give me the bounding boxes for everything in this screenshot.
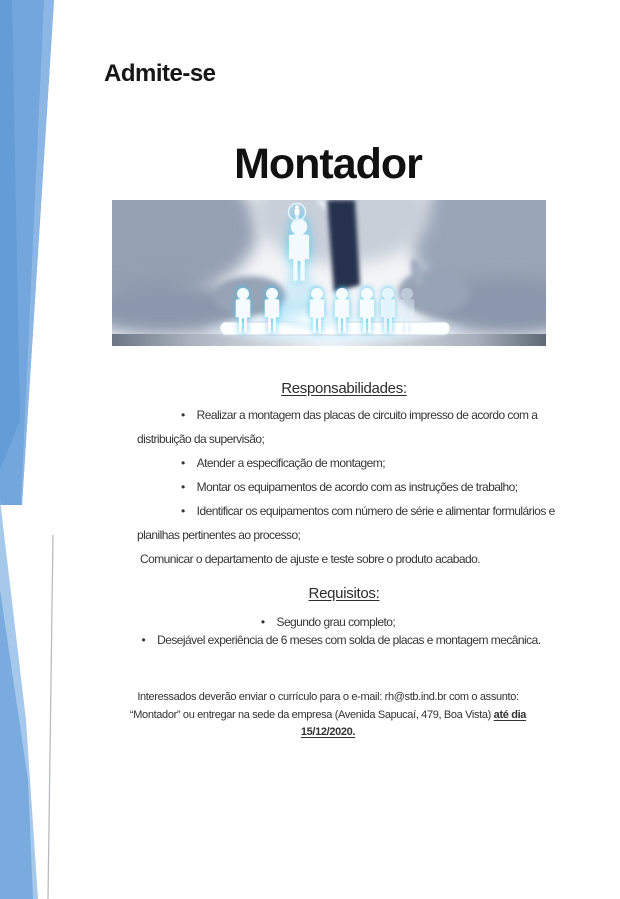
left-stripes-decoration — [0, 0, 160, 899]
bullet-icon: • — [141, 633, 146, 647]
list-item-text: Atender a especificação de montagem; — [196, 456, 385, 470]
list-item-text: Segundo grau completo; — [276, 615, 396, 629]
bullet-icon: • — [181, 456, 185, 470]
bullet-icon: • — [181, 504, 185, 518]
responsibilities-list — [137, 403, 589, 571]
footer-line1: Interessados deverão enviar o currículo para o e-mail: rh@stb.ind.br com o assunto: — [137, 691, 519, 703]
divider-line — [48, 535, 53, 899]
footer-text — [78, 689, 578, 742]
responsibilities-heading: Responsabilidades: — [281, 380, 407, 397]
responsibilities-note: Comunicar o departamento de ajuste e teste sobre o produto acabado. — [140, 552, 481, 566]
list-item-text: Desejável experiência de 6 meses com solda de placas e montagem mecânica. — [157, 633, 541, 647]
list-item-text: Realizar a montagem das placas de circuito impresso de acordo com a distribuição da supervisão; — [137, 408, 538, 446]
footer-line2: “Montador” ou entregar na sede da empresa (Avenida Sapucaí, 479, Boa Vista) até dia — [129, 708, 527, 721]
list-item — [126, 631, 556, 649]
bullet-icon: • — [181, 480, 185, 494]
job-title: Montador — [234, 140, 422, 188]
list-item — [137, 499, 589, 547]
hologram-people-photo — [112, 200, 546, 346]
bottom-medium-stripe — [0, 590, 33, 899]
list-item — [137, 451, 589, 475]
list-item-text: Montar os equipamentos de acordo com as instruções de trabalho; — [196, 480, 518, 494]
bullet-icon: • — [260, 615, 265, 629]
list-item — [92, 613, 564, 631]
list-item — [137, 403, 589, 451]
list-item-text: Identificar os equipamentos com número de série e alimentar formulários e planilhas pertinentes ao processo; — [137, 504, 555, 542]
list-item — [137, 475, 589, 499]
bullet-icon: • — [181, 408, 185, 422]
deadline-date: 15/12/2020. — [300, 726, 356, 738]
requirements-heading: Requisitos: — [308, 585, 380, 602]
admit-label: Admite-se — [104, 60, 216, 87]
deadline-text: até dia — [493, 708, 527, 721]
